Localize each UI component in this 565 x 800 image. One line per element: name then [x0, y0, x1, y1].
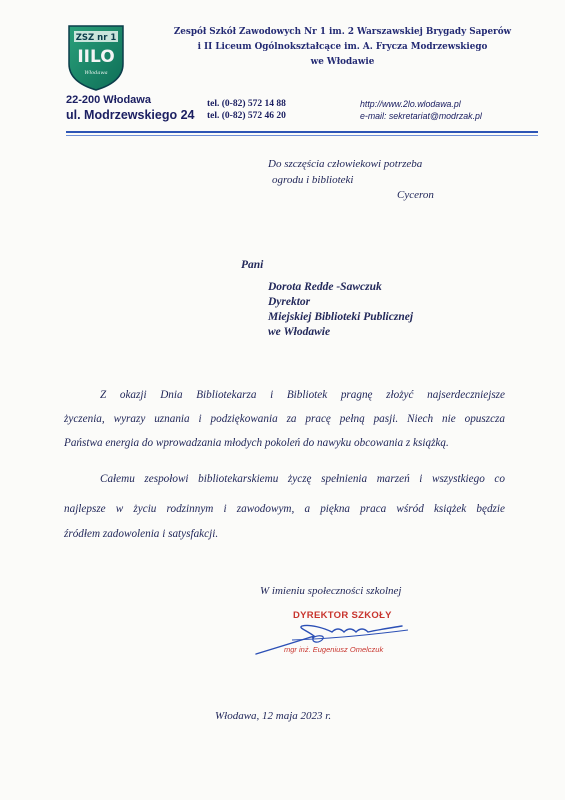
- header-rule-top: [66, 131, 538, 133]
- body-p2-line1: Całemu zespołowi bibliotekarskiemu życzę spełnienia marzeń i wszystkiego co: [100, 473, 505, 485]
- address-line2: ul. Modrzewskiego 24: [66, 108, 195, 122]
- body-p1-line1: Z okazji Dnia Bibliotekarza i Bibliotek pragnę złożyć najserdeczniejsze: [100, 389, 505, 401]
- school-name-line3: we Włodawie: [310, 57, 375, 67]
- header-rule-bottom: [66, 135, 538, 136]
- body-p2-line2: najlepsze w życiu rodzinnym i zawodowym, a piękna praca wśród książek będzie: [64, 503, 505, 515]
- logo-text-top: ZSZ nr 1: [75, 33, 117, 43]
- stamp-title: DYREKTOR SZKOŁY: [293, 610, 392, 621]
- email-link[interactable]: e-mail: sekretariat@modrzak.pl: [360, 111, 482, 121]
- quote-author: Cyceron: [397, 189, 434, 201]
- closing-on-behalf: W imieniu społeczności szkolnej: [260, 585, 402, 597]
- body-p2-line3: źródłem zadowolenia i satysfakcji.: [64, 528, 219, 540]
- school-name-line1: Zespół Szkół Zawodowych Nr 1 im. 2 Warszawskiej Brygady Saperów: [173, 27, 512, 37]
- logo-text-bottom: Włodawa: [84, 70, 108, 76]
- phone-1: tel. (0-82) 572 14 88: [207, 99, 286, 109]
- logo-text-main: IILO: [77, 47, 115, 67]
- recipient-city: we Włodawie: [268, 326, 331, 338]
- body-p1-line3: Państwa energia do wprowadzania młodych pokoleń do nawyku obcowania z książką.: [64, 437, 449, 449]
- quote-line2: ogrodu i biblioteki: [272, 174, 354, 186]
- recipient-name: Dorota Redde -Sawczuk: [268, 281, 382, 293]
- recipient-institution: Miejskiej Biblioteki Publicznej: [268, 311, 414, 323]
- phone-2: tel. (0-82) 572 46 20: [207, 111, 286, 121]
- recipient-salutation: Pani: [241, 259, 264, 271]
- quote-line1: Do szczęścia człowiekowi potrzeba: [268, 158, 423, 170]
- school-logo: [66, 24, 126, 92]
- website-link[interactable]: http://www.2lo.wlodawa.pl: [360, 99, 461, 109]
- address-line1: 22-200 Włodawa: [66, 94, 151, 106]
- school-name-line2: i II Liceum Ogólnokształcące im. A. Frycza Modrzewskiego: [197, 42, 488, 52]
- recipient-position: Dyrektor: [268, 296, 311, 308]
- place-date: Włodawa, 12 maja 2023 r.: [215, 710, 332, 722]
- stamp-name: mgr inż. Eugeniusz Omelczuk: [284, 645, 384, 654]
- body-p1-line2: życzenia, wyrazy uznania i podziękowania za pracę pełną pasji. Niech nie opuszcza: [64, 413, 505, 425]
